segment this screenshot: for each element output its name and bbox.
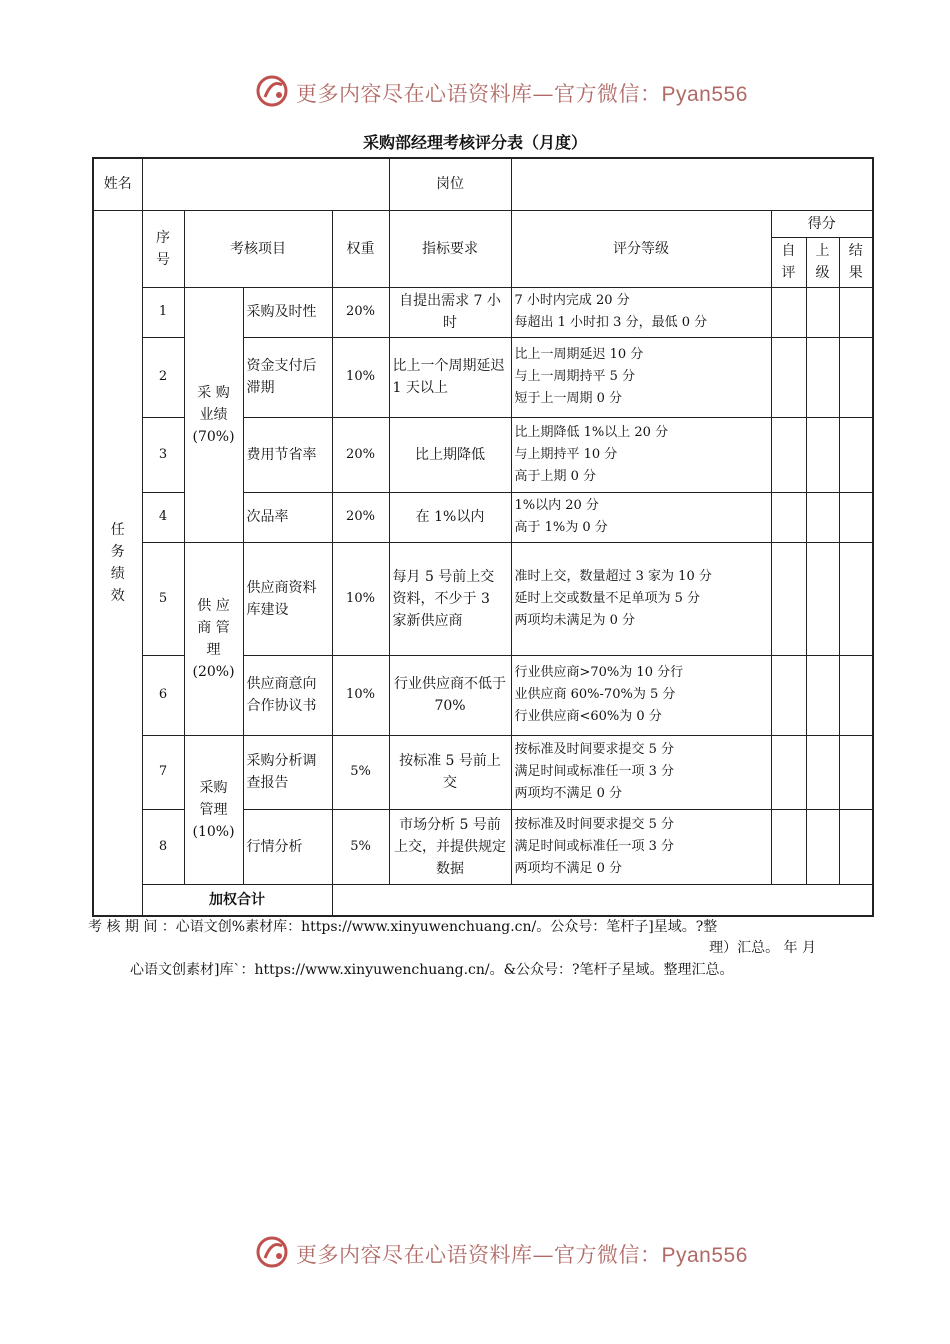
row-requirement: 按标准 5 号前上交 <box>389 735 511 809</box>
position-label: 岗位 <box>389 158 511 210</box>
col-weight: 权重 <box>332 210 389 287</box>
banner-text: 更多内容尽在心语资料库—官方微信：Pyan556 <box>296 82 748 106</box>
superior-score-cell[interactable] <box>806 287 839 337</box>
footer-note-2: 心语文创素材]库`：https://www.xinyuwenchuang.cn/。&公众号：?笔杆子星域。整理汇总。 <box>130 962 734 978</box>
name-field[interactable] <box>142 158 389 210</box>
row-seq: 2 <box>142 337 184 417</box>
row-grading: 7 小时内完成 20 分 每超出 1 小时扣 3 分，最低 0 分 <box>511 287 771 337</box>
result-score-cell[interactable] <box>839 809 873 884</box>
logo-icon <box>255 1234 291 1270</box>
section-label: 任务绩效 <box>93 210 142 916</box>
result-score-cell[interactable] <box>839 287 873 337</box>
row-item: 供应商意向合作协议书 <box>243 655 332 735</box>
evaluation-table <box>92 157 874 917</box>
row-seq: 6 <box>142 655 184 735</box>
row-item: 供应商资料库建设 <box>243 542 332 655</box>
col-superior: 上级 <box>806 237 839 287</box>
row-requirement: 自提出需求 7 小时 <box>389 287 511 337</box>
col-requirement: 指标要求 <box>389 210 511 287</box>
row-item: 采购及时性 <box>243 287 332 337</box>
self-score-cell[interactable] <box>771 287 806 337</box>
result-score-cell[interactable] <box>839 735 873 809</box>
total-label: 加权合计 <box>142 884 332 916</box>
row-grading: 比上期降低 1%以上 20 分 与上期持平 10 分 高于上期 0 分 <box>511 417 771 492</box>
self-score-cell[interactable] <box>771 492 806 542</box>
superior-score-cell[interactable] <box>806 492 839 542</box>
superior-score-cell[interactable] <box>806 809 839 884</box>
result-score-cell[interactable] <box>839 542 873 655</box>
row-requirement: 市场分析 5 号前上交，并提供规定数据 <box>389 809 511 884</box>
group-label: 采 购 业绩 (70%) <box>184 287 243 542</box>
row-weight: 5% <box>332 735 389 809</box>
self-score-cell[interactable] <box>771 735 806 809</box>
result-score-cell[interactable] <box>839 417 873 492</box>
row-weight: 20% <box>332 492 389 542</box>
col-item: 考核项目 <box>184 210 332 287</box>
total-row <box>93 884 873 916</box>
self-score-cell[interactable] <box>771 542 806 655</box>
row-item: 资金支付后滞期 <box>243 337 332 417</box>
position-field[interactable] <box>511 158 873 210</box>
table-row <box>93 735 873 809</box>
superior-score-cell[interactable] <box>806 655 839 735</box>
row-item: 采购分析调查报告 <box>243 735 332 809</box>
superior-score-cell[interactable] <box>806 337 839 417</box>
row-weight: 10% <box>332 542 389 655</box>
banner-text: 更多内容尽在心语资料库—官方微信：Pyan556 <box>296 1243 748 1267</box>
superior-score-cell[interactable] <box>806 735 839 809</box>
row-requirement: 比上期降低 <box>389 417 511 492</box>
group-label: 供 应 商 管 理 (20%) <box>184 542 243 735</box>
row-item: 行情分析 <box>243 809 332 884</box>
row-grading: 比上一周期延迟 10 分 与上一周期持平 5 分 短于上一周期 0 分 <box>511 337 771 417</box>
self-score-cell[interactable] <box>771 809 806 884</box>
table-row <box>93 287 873 337</box>
self-score-cell[interactable] <box>771 417 806 492</box>
row-seq: 5 <box>142 542 184 655</box>
row-weight: 10% <box>332 655 389 735</box>
superior-score-cell[interactable] <box>806 417 839 492</box>
footer-note: 考 核 期 间 ：心语文创%素材库：https://www.xinyuwenchuang.cn/。公众号：笔杆子]星域。?整 理）汇总。 年 月 <box>88 919 816 956</box>
row-requirement: 每月 5 号前上交资料，不少于 3 家新供应商 <box>389 542 511 655</box>
row-seq: 7 <box>142 735 184 809</box>
col-result: 结果 <box>839 237 873 287</box>
row-weight: 5% <box>332 809 389 884</box>
col-grading: 评分等级 <box>511 210 771 287</box>
row-grading: 1%以内 20 分 高于 1%为 0 分 <box>511 492 771 542</box>
logo-icon <box>255 73 291 109</box>
name-label: 姓名 <box>93 158 142 210</box>
row-grading: 按标准及时间要求提交 5 分 满足时间或标准任一项 3 分 两项均不满足 0 分 <box>511 735 771 809</box>
row-weight: 20% <box>332 417 389 492</box>
watermark-banner-bottom <box>0 1232 950 1276</box>
row-requirement: 在 1%以内 <box>389 492 511 542</box>
self-score-cell[interactable] <box>771 337 806 417</box>
row-item: 费用节省率 <box>243 417 332 492</box>
row-seq: 1 <box>142 287 184 337</box>
group-label: 采购 管理 (10%) <box>184 735 243 884</box>
row-seq: 8 <box>142 809 184 884</box>
result-score-cell[interactable] <box>839 655 873 735</box>
col-self: 自评 <box>771 237 806 287</box>
row-requirement: 行业供应商不低于 70% <box>389 655 511 735</box>
self-score-cell[interactable] <box>771 655 806 735</box>
row-grading: 按标准及时间要求提交 5 分 满足时间或标准任一项 3 分 两项均不满足 0 分 <box>511 809 771 884</box>
row-requirement: 比上一个周期延迟 1 天以上 <box>389 337 511 417</box>
row-seq: 4 <box>142 492 184 542</box>
row-grading: 准时上交，数量超过 3 家为 10 分 延时上交或数量不足单项为 5 分 两项均未满足为 0 分 <box>511 542 771 655</box>
superior-score-cell[interactable] <box>806 542 839 655</box>
row-grading: 行业供应商>70%为 10 分行 业供应商 60%-70%为 5 分 行业供应商<60%为 0 分 <box>511 655 771 735</box>
row-weight: 20% <box>332 287 389 337</box>
row-item: 次品率 <box>243 492 332 542</box>
watermark-banner-top <box>0 71 950 115</box>
row-seq: 3 <box>142 417 184 492</box>
total-value-cell[interactable] <box>332 884 873 916</box>
row-weight: 10% <box>332 337 389 417</box>
col-score: 得分 <box>771 210 873 237</box>
result-score-cell[interactable] <box>839 337 873 417</box>
table-row <box>93 542 873 655</box>
page-title: 采购部经理考核评分表（月度） <box>362 133 587 152</box>
result-score-cell[interactable] <box>839 492 873 542</box>
col-seq: 序号 <box>142 210 184 287</box>
